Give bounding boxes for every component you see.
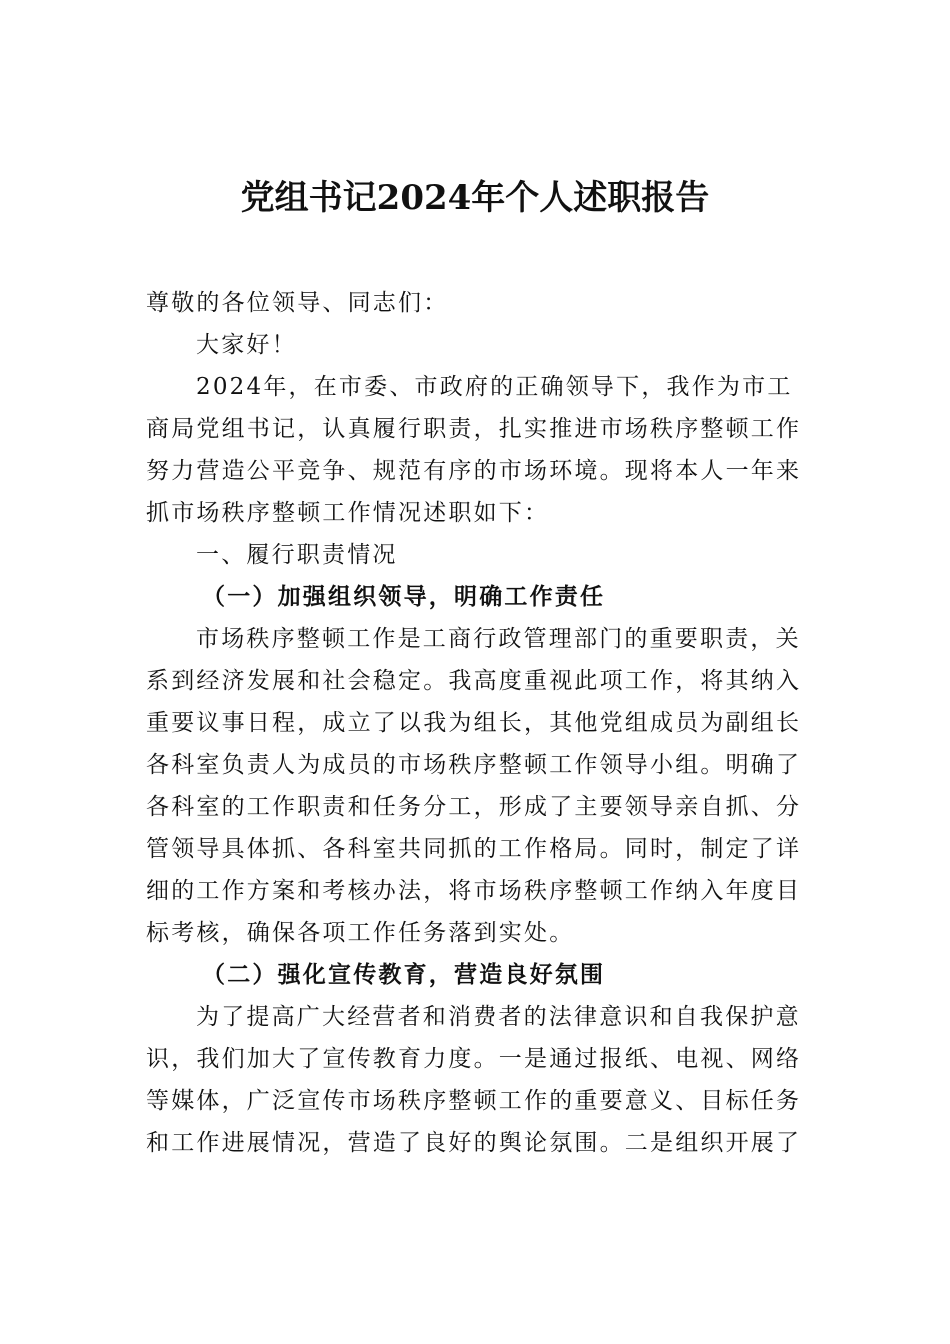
section-heading: 一、履行职责情况 [196,542,398,568]
paragraph-line: 市场秩序整顿工作是工商行政管理部门的重要职责，关 [196,626,801,652]
paragraph-line: 标考核，确保各项工作任务落到实处。 [146,920,575,946]
greeting: 大家好！ [196,332,297,358]
paragraph-line: 各科室的工作职责和任务分工，形成了主要领导亲自抓、分 [146,794,802,820]
paragraph-line: 努力营造公平竞争、规范有序的市场环境。现将本人一年来 [146,458,802,484]
paragraph-line: 为了提高广大经营者和消费者的法律意识和自我保护意 [196,1004,801,1030]
document-title: 党组书记2024年个人述职报告 [240,178,710,218]
document-body [146,282,810,1164]
subsection-heading: （二）强化宣传教育，营造良好氛围 [202,961,606,988]
paragraph-line: 系到经济发展和社会稳定。我高度重视此项工作，将其纳入 [146,668,802,694]
paragraph-line: 重要议事日程，成立了以我为组长，其他党组成员为副组长 [146,710,802,736]
paragraph-line: 各科室负责人为成员的市场秩序整顿工作领导小组。明确了 [146,752,802,778]
paragraph-line: 等媒体，广泛宣传市场秩序整顿工作的重要意义、目标任务 [146,1088,802,1114]
paragraph-line: 商局党组书记，认真履行职责，扎实推进市场秩序整顿工作 [146,416,802,442]
salutation: 尊敬的各位领导、同志们： [146,290,449,316]
paragraph-line: 和工作进展情况，营造了良好的舆论氛围。二是组织开展了 [146,1130,802,1156]
paragraph-line: 2024年，在市委、市政府的正确领导下，我作为市工 [196,374,793,400]
paragraph-line: 细的工作方案和考核办法，将市场秩序整顿工作纳入年度目 [146,878,802,904]
subsection-heading: （一）加强组织领导，明确工作责任 [202,583,606,610]
paragraph-line: 抓市场秩序整顿工作情况述职如下： [146,500,550,526]
paragraph-line: 管领导具体抓、各科室共同抓的工作格局。同时，制定了详 [146,836,802,862]
paragraph-line: 识，我们加大了宣传教育力度。一是通过报纸、电视、网络 [146,1046,802,1072]
